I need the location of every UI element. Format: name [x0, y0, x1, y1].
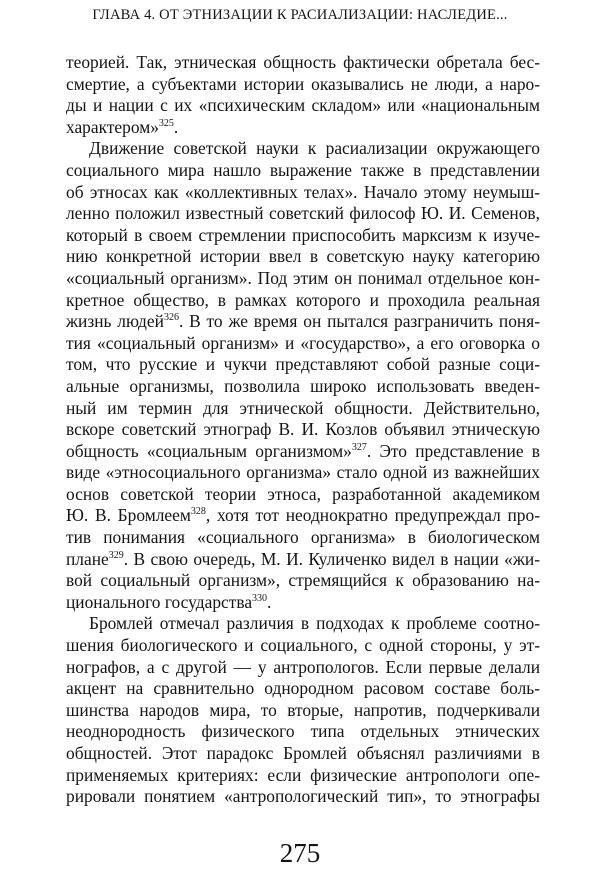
- text-segment: теорией. Так, этническая общность фактически обретала бес-: [66, 52, 540, 72]
- text-segment: . В то же время он пытался разграничить поня-: [178, 311, 540, 332]
- text-segment: , хотя тот неоднократно предупреждал про-: [205, 505, 540, 526]
- text-segment: . Это представление в: [366, 440, 540, 461]
- text-segment: вскоре советский этнограф В. И. Козлов объявил этническую: [66, 419, 540, 440]
- text-segment: том, что русские и чукчи представляют собой разные соци-: [66, 354, 540, 375]
- text-line: [66, 635, 540, 657]
- page-number: 275: [279, 838, 321, 868]
- text-line: [66, 268, 540, 290]
- text-line: [66, 398, 540, 420]
- text-segment: Бромлей отмечал различия в подходах к проблеме соотно-: [89, 613, 540, 634]
- text-line: [66, 743, 540, 765]
- text-line: [66, 311, 540, 333]
- paragraph: [66, 138, 540, 613]
- text-line: [66, 95, 540, 117]
- text-segment: смертие, а субъектами истории оказывались не люди, а наро-: [66, 73, 540, 94]
- text-line: [66, 376, 540, 398]
- text-segment: рировали понятием «антропологический тип», то этнографы: [66, 786, 540, 807]
- text-line: [66, 721, 540, 743]
- text-segment: альные организмы, позволила широко использовать введен-: [66, 375, 540, 396]
- footnote-ref[interactable]: 326: [163, 312, 179, 324]
- paragraph: [66, 52, 540, 138]
- text-segment: .: [267, 591, 272, 612]
- text-line: [66, 549, 540, 571]
- text-line: [66, 160, 540, 182]
- text-line: [66, 138, 540, 160]
- text-line: [66, 182, 540, 204]
- text-segment: общность «социальным организмом»: [66, 440, 352, 461]
- text-line: [66, 592, 540, 614]
- text-line: [66, 225, 540, 247]
- text-line: [66, 657, 540, 679]
- text-segment: который в своем стремлении приспособить марксизм к изуче-: [66, 224, 540, 245]
- text-segment: плане: [66, 548, 109, 569]
- footnote-ref[interactable]: 329: [108, 549, 124, 561]
- text-segment: шинства народов мира, то вторые, напротив, подчеркивали: [66, 699, 540, 720]
- text-segment: основ советской теории этноса, разработанной академиком: [66, 483, 540, 504]
- text-segment: характером»: [66, 116, 159, 137]
- text-line: [66, 290, 540, 312]
- body-text: [66, 52, 540, 808]
- text-segment: общностей. Этот парадокс Бромлей объяснял различиями в: [66, 743, 540, 763]
- text-segment: тив понимания «социального организма» в биологическом: [66, 527, 540, 548]
- text-segment: . В свою очередь, М. И. Куличенко видел в нации «жи-: [123, 548, 540, 569]
- text-line: [66, 700, 540, 722]
- text-segment: ционального государства: [66, 591, 253, 612]
- text-line: [66, 527, 540, 549]
- footnote-ref[interactable]: 325: [158, 117, 174, 129]
- text-segment: шения биологического и социального, с одной стороны, у эт-: [66, 635, 540, 656]
- text-line: [66, 484, 540, 506]
- running-header: ГЛАВА 4. ОТ ЭТНИЗАЦИИ К РАСИАЛИЗАЦИИ: НАСЛЕДИЕ...: [92, 7, 508, 23]
- text-segment: социального мира нашло выражение также в представлении: [66, 159, 540, 180]
- text-segment: .: [173, 116, 179, 137]
- text-line: [66, 765, 540, 787]
- text-segment: вой социальный организм», стремящийся к образованию на-: [66, 570, 540, 591]
- text-segment: применяемых критериях: если физические антропологи опе-: [66, 764, 540, 785]
- footnote-ref[interactable]: 328: [190, 506, 206, 518]
- text-line: [66, 462, 540, 484]
- text-line: [66, 117, 540, 139]
- text-segment: ленно положил известный советский философ Ю. И. Семенов,: [66, 203, 540, 224]
- paragraph: [66, 613, 540, 807]
- text-line: [66, 246, 540, 268]
- text-line: [66, 333, 540, 355]
- text-line: [66, 354, 540, 376]
- text-segment: жизнь людей: [66, 311, 164, 332]
- text-segment: тия «социальный организм» и «государство», а его оговорка о: [66, 332, 540, 353]
- text-segment: ный им термин для этнической общности. Действительно,: [66, 397, 540, 418]
- text-line: [66, 786, 540, 808]
- text-segment: Движение советской науки к расиализации окружающего: [89, 138, 540, 159]
- footnote-ref[interactable]: 327: [351, 441, 367, 453]
- text-segment: виде «этносоциального организма» стало одной из важнейших: [66, 462, 540, 483]
- text-segment: Ю. В. Бромлеем: [66, 505, 191, 526]
- text-line: [66, 52, 540, 74]
- text-segment: акцент на сравнительно однородном расовом составе боль-: [66, 678, 540, 699]
- text-line: [66, 74, 540, 96]
- text-segment: об этносах как «коллективных телах». Начало этому неумыш-: [66, 181, 540, 202]
- text-line: [66, 613, 540, 635]
- text-segment: нографов, а с другой — у антропологов. Если первые делали: [66, 656, 540, 677]
- text-line: [66, 419, 540, 441]
- text-segment: нию конкретной истории ввел в советскую науку категорию: [66, 246, 540, 267]
- text-segment: неоднородность физического типа отдельных этнических: [66, 721, 540, 742]
- text-line: [66, 203, 540, 225]
- footnote-ref[interactable]: 330: [252, 592, 268, 604]
- text-segment: ды и нации с их «психическим складом» или «национальным: [66, 95, 540, 116]
- text-segment: кретное общество, в рамках которого и проходила реальная: [66, 289, 540, 310]
- text-line: [66, 678, 540, 700]
- text-line: [66, 505, 540, 527]
- text-line: [66, 570, 540, 592]
- text-segment: «социальный организм». Под этим он понимал отдельное кон-: [66, 267, 540, 288]
- text-line: [66, 441, 540, 463]
